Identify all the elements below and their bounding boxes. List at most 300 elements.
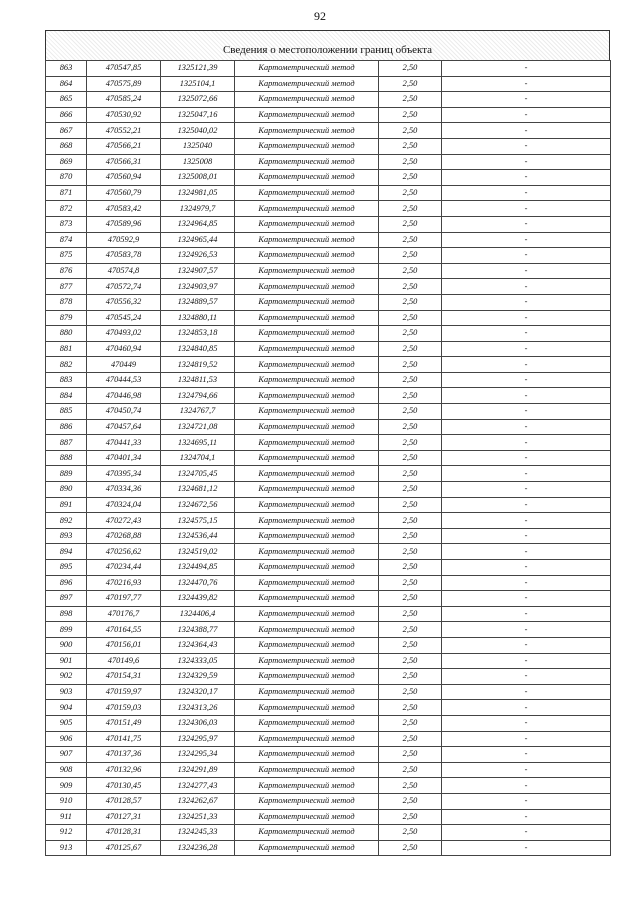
x-coordinate-cell: 470159,03 [87, 700, 161, 716]
description-cell: - [442, 466, 611, 482]
accuracy-cell: 2,50 [379, 793, 442, 809]
description-cell: - [442, 154, 611, 170]
point-number-cell: 883 [46, 372, 87, 388]
accuracy-cell: 2,50 [379, 279, 442, 295]
point-number-cell: 906 [46, 731, 87, 747]
x-coordinate-cell: 470566,21 [87, 138, 161, 154]
table-row [46, 778, 611, 794]
point-number-cell: 887 [46, 435, 87, 451]
x-coordinate-cell: 470560,94 [87, 170, 161, 186]
accuracy-cell: 2,50 [379, 248, 442, 264]
accuracy-cell: 2,50 [379, 528, 442, 544]
description-cell: - [442, 778, 611, 794]
y-coordinate-cell: 1325008,01 [161, 170, 235, 186]
y-coordinate-cell: 1324811,53 [161, 372, 235, 388]
description-cell: - [442, 372, 611, 388]
x-coordinate-cell: 470137,36 [87, 747, 161, 763]
coordinates-table-body [46, 61, 611, 856]
table-row [46, 575, 611, 591]
y-coordinate-cell: 1325040 [161, 138, 235, 154]
method-cell: Картометрический метод [235, 263, 379, 279]
x-coordinate-cell: 470449 [87, 357, 161, 373]
x-coordinate-cell: 470446,98 [87, 388, 161, 404]
description-cell: - [442, 404, 611, 420]
method-cell: Картометрический метод [235, 560, 379, 576]
x-coordinate-cell: 470127,31 [87, 809, 161, 825]
method-cell: Картометрический метод [235, 731, 379, 747]
point-number-cell: 880 [46, 326, 87, 342]
accuracy-cell: 2,50 [379, 138, 442, 154]
x-coordinate-cell: 470154,31 [87, 669, 161, 685]
point-number-cell: 907 [46, 747, 87, 763]
x-coordinate-cell: 470156,01 [87, 637, 161, 653]
x-coordinate-cell: 470530,92 [87, 107, 161, 123]
point-number-cell: 905 [46, 715, 87, 731]
point-number-cell: 867 [46, 123, 87, 139]
point-number-cell: 913 [46, 840, 87, 856]
table-row [46, 372, 611, 388]
accuracy-cell: 2,50 [379, 372, 442, 388]
method-cell: Картометрический метод [235, 528, 379, 544]
accuracy-cell: 2,50 [379, 419, 442, 435]
point-number-cell: 897 [46, 591, 87, 607]
x-coordinate-cell: 470493,02 [87, 326, 161, 342]
y-coordinate-cell: 1324903,97 [161, 279, 235, 295]
table-row [46, 294, 611, 310]
y-coordinate-cell: 1325040,02 [161, 123, 235, 139]
x-coordinate-cell: 470575,89 [87, 76, 161, 92]
x-coordinate-cell: 470457,64 [87, 419, 161, 435]
point-number-cell: 904 [46, 700, 87, 716]
accuracy-cell: 2,50 [379, 92, 442, 108]
point-number-cell: 885 [46, 404, 87, 420]
x-coordinate-cell: 470441,33 [87, 435, 161, 451]
method-cell: Картометрический метод [235, 388, 379, 404]
accuracy-cell: 2,50 [379, 669, 442, 685]
description-cell: - [442, 279, 611, 295]
table-row [46, 482, 611, 498]
point-number-cell: 902 [46, 669, 87, 685]
table-row [46, 185, 611, 201]
table-row [46, 404, 611, 420]
method-cell: Картометрический метод [235, 513, 379, 529]
accuracy-cell: 2,50 [379, 575, 442, 591]
table-row [46, 279, 611, 295]
table-row [46, 76, 611, 92]
description-cell: - [442, 123, 611, 139]
x-coordinate-cell: 470216,93 [87, 575, 161, 591]
method-cell: Картометрический метод [235, 450, 379, 466]
method-cell: Картометрический метод [235, 575, 379, 591]
point-number-cell: 876 [46, 263, 87, 279]
y-coordinate-cell: 1324965,44 [161, 232, 235, 248]
table-row [46, 606, 611, 622]
y-coordinate-cell: 1325121,39 [161, 61, 235, 77]
method-cell: Картометрический метод [235, 591, 379, 607]
point-number-cell: 878 [46, 294, 87, 310]
method-cell: Картометрический метод [235, 310, 379, 326]
point-number-cell: 896 [46, 575, 87, 591]
description-cell: - [442, 715, 611, 731]
point-number-cell: 863 [46, 61, 87, 77]
point-number-cell: 871 [46, 185, 87, 201]
method-cell: Картометрический метод [235, 419, 379, 435]
y-coordinate-cell: 1324313,26 [161, 700, 235, 716]
y-coordinate-cell: 1324251,33 [161, 809, 235, 825]
description-cell: - [442, 216, 611, 232]
x-coordinate-cell: 470128,31 [87, 825, 161, 841]
point-number-cell: 903 [46, 684, 87, 700]
table-row [46, 61, 611, 77]
method-cell: Картометрический метод [235, 357, 379, 373]
table-row [46, 170, 611, 186]
table-row [46, 310, 611, 326]
accuracy-cell: 2,50 [379, 435, 442, 451]
point-number-cell: 891 [46, 497, 87, 513]
description-cell: - [442, 731, 611, 747]
table-row [46, 637, 611, 653]
x-coordinate-cell: 470334,36 [87, 482, 161, 498]
y-coordinate-cell: 1324681,12 [161, 482, 235, 498]
accuracy-cell: 2,50 [379, 560, 442, 576]
accuracy-cell: 2,50 [379, 185, 442, 201]
table-row [46, 263, 611, 279]
table-row [46, 92, 611, 108]
method-cell: Картометрический метод [235, 372, 379, 388]
method-cell: Картометрический метод [235, 497, 379, 513]
table-row [46, 809, 611, 825]
accuracy-cell: 2,50 [379, 762, 442, 778]
method-cell: Картометрический метод [235, 669, 379, 685]
y-coordinate-cell: 1324672,56 [161, 497, 235, 513]
method-cell: Картометрический метод [235, 185, 379, 201]
y-coordinate-cell: 1325104,1 [161, 76, 235, 92]
description-cell: - [442, 388, 611, 404]
point-number-cell: 893 [46, 528, 87, 544]
point-number-cell: 899 [46, 622, 87, 638]
accuracy-cell: 2,50 [379, 825, 442, 841]
x-coordinate-cell: 470128,57 [87, 793, 161, 809]
x-coordinate-cell: 470159,97 [87, 684, 161, 700]
point-number-cell: 879 [46, 310, 87, 326]
point-number-cell: 884 [46, 388, 87, 404]
y-coordinate-cell: 1324277,43 [161, 778, 235, 794]
accuracy-cell: 2,50 [379, 107, 442, 123]
y-coordinate-cell: 1324519,02 [161, 544, 235, 560]
description-cell: - [442, 450, 611, 466]
accuracy-cell: 2,50 [379, 357, 442, 373]
accuracy-cell: 2,50 [379, 154, 442, 170]
table-row [46, 341, 611, 357]
accuracy-cell: 2,50 [379, 653, 442, 669]
point-number-cell: 912 [46, 825, 87, 841]
accuracy-cell: 2,50 [379, 809, 442, 825]
description-cell: - [442, 809, 611, 825]
description-cell: - [442, 622, 611, 638]
point-number-cell: 872 [46, 201, 87, 217]
method-cell: Картометрический метод [235, 138, 379, 154]
table-row [46, 419, 611, 435]
y-coordinate-cell: 1324840,85 [161, 341, 235, 357]
y-coordinate-cell: 1324721,08 [161, 419, 235, 435]
boundary-table-sheet [45, 30, 610, 856]
description-cell: - [442, 248, 611, 264]
x-coordinate-cell: 470197,77 [87, 591, 161, 607]
accuracy-cell: 2,50 [379, 76, 442, 92]
accuracy-cell: 2,50 [379, 840, 442, 856]
point-number-cell: 890 [46, 482, 87, 498]
y-coordinate-cell: 1324329,59 [161, 669, 235, 685]
y-coordinate-cell: 1324333,05 [161, 653, 235, 669]
description-cell: - [442, 560, 611, 576]
point-number-cell: 886 [46, 419, 87, 435]
table-title: Сведения о местоположении границ объекта [222, 44, 433, 56]
accuracy-cell: 2,50 [379, 61, 442, 77]
point-number-cell: 895 [46, 560, 87, 576]
accuracy-cell: 2,50 [379, 513, 442, 529]
method-cell: Картометрический метод [235, 653, 379, 669]
description-cell: - [442, 435, 611, 451]
y-coordinate-cell: 1324926,53 [161, 248, 235, 264]
table-row [46, 232, 611, 248]
point-number-cell: 865 [46, 92, 87, 108]
table-row [46, 326, 611, 342]
point-number-cell: 892 [46, 513, 87, 529]
point-number-cell: 874 [46, 232, 87, 248]
x-coordinate-cell: 470401,34 [87, 450, 161, 466]
description-cell: - [442, 341, 611, 357]
y-coordinate-cell: 1324406,4 [161, 606, 235, 622]
x-coordinate-cell: 470141,75 [87, 731, 161, 747]
x-coordinate-cell: 470552,21 [87, 123, 161, 139]
point-number-cell: 869 [46, 154, 87, 170]
point-number-cell: 868 [46, 138, 87, 154]
accuracy-cell: 2,50 [379, 263, 442, 279]
method-cell: Картометрический метод [235, 92, 379, 108]
description-cell: - [442, 263, 611, 279]
x-coordinate-cell: 470125,67 [87, 840, 161, 856]
point-number-cell: 901 [46, 653, 87, 669]
x-coordinate-cell: 470395,34 [87, 466, 161, 482]
accuracy-cell: 2,50 [379, 544, 442, 560]
description-cell: - [442, 170, 611, 186]
point-number-cell: 909 [46, 778, 87, 794]
method-cell: Картометрический метод [235, 404, 379, 420]
y-coordinate-cell: 1324306,03 [161, 715, 235, 731]
method-cell: Картометрический метод [235, 825, 379, 841]
y-coordinate-cell: 1324470,76 [161, 575, 235, 591]
accuracy-cell: 2,50 [379, 622, 442, 638]
accuracy-cell: 2,50 [379, 326, 442, 342]
table-row [46, 715, 611, 731]
x-coordinate-cell: 470592,9 [87, 232, 161, 248]
y-coordinate-cell: 1324964,85 [161, 216, 235, 232]
y-coordinate-cell: 1324889,57 [161, 294, 235, 310]
y-coordinate-cell: 1324695,11 [161, 435, 235, 451]
description-cell: - [442, 185, 611, 201]
table-row [46, 825, 611, 841]
table-row [46, 513, 611, 529]
description-cell: - [442, 107, 611, 123]
y-coordinate-cell: 1324262,67 [161, 793, 235, 809]
accuracy-cell: 2,50 [379, 170, 442, 186]
point-number-cell: 877 [46, 279, 87, 295]
description-cell: - [442, 591, 611, 607]
accuracy-cell: 2,50 [379, 637, 442, 653]
x-coordinate-cell: 470547,85 [87, 61, 161, 77]
y-coordinate-cell: 1324794,66 [161, 388, 235, 404]
description-cell: - [442, 747, 611, 763]
y-coordinate-cell: 1324981,05 [161, 185, 235, 201]
method-cell: Картометрический метод [235, 341, 379, 357]
point-number-cell: 910 [46, 793, 87, 809]
point-number-cell: 882 [46, 357, 87, 373]
x-coordinate-cell: 470132,96 [87, 762, 161, 778]
y-coordinate-cell: 1324291,89 [161, 762, 235, 778]
x-coordinate-cell: 470589,96 [87, 216, 161, 232]
x-coordinate-cell: 470566,31 [87, 154, 161, 170]
accuracy-cell: 2,50 [379, 201, 442, 217]
x-coordinate-cell: 470545,24 [87, 310, 161, 326]
description-cell: - [442, 357, 611, 373]
x-coordinate-cell: 470272,43 [87, 513, 161, 529]
description-cell: - [442, 201, 611, 217]
point-number-cell: 889 [46, 466, 87, 482]
description-cell: - [442, 232, 611, 248]
y-coordinate-cell: 1324704,1 [161, 450, 235, 466]
x-coordinate-cell: 470256,62 [87, 544, 161, 560]
method-cell: Картометрический метод [235, 123, 379, 139]
description-cell: - [442, 544, 611, 560]
table-row [46, 528, 611, 544]
x-coordinate-cell: 470268,88 [87, 528, 161, 544]
y-coordinate-cell: 1324536,44 [161, 528, 235, 544]
method-cell: Картометрический метод [235, 637, 379, 653]
accuracy-cell: 2,50 [379, 232, 442, 248]
y-coordinate-cell: 1324979,7 [161, 201, 235, 217]
method-cell: Картометрический метод [235, 715, 379, 731]
table-row [46, 216, 611, 232]
method-cell: Картометрический метод [235, 840, 379, 856]
method-cell: Картометрический метод [235, 435, 379, 451]
y-coordinate-cell: 1324819,52 [161, 357, 235, 373]
accuracy-cell: 2,50 [379, 216, 442, 232]
coordinates-table [45, 60, 611, 856]
table-row [46, 123, 611, 139]
table-row [46, 840, 611, 856]
accuracy-cell: 2,50 [379, 497, 442, 513]
y-coordinate-cell: 1324853,18 [161, 326, 235, 342]
description-cell: - [442, 528, 611, 544]
table-row [46, 388, 611, 404]
description-cell: - [442, 138, 611, 154]
x-coordinate-cell: 470583,78 [87, 248, 161, 264]
point-number-cell: 911 [46, 809, 87, 825]
description-cell: - [442, 482, 611, 498]
x-coordinate-cell: 470130,45 [87, 778, 161, 794]
x-coordinate-cell: 470574,8 [87, 263, 161, 279]
accuracy-cell: 2,50 [379, 404, 442, 420]
table-row [46, 450, 611, 466]
description-cell: - [442, 497, 611, 513]
accuracy-cell: 2,50 [379, 747, 442, 763]
y-coordinate-cell: 1325047,16 [161, 107, 235, 123]
x-coordinate-cell: 470460,94 [87, 341, 161, 357]
description-cell: - [442, 825, 611, 841]
x-coordinate-cell: 470560,79 [87, 185, 161, 201]
point-number-cell: 870 [46, 170, 87, 186]
table-row [46, 435, 611, 451]
table-row [46, 357, 611, 373]
method-cell: Картометрический метод [235, 482, 379, 498]
method-cell: Картометрический метод [235, 232, 379, 248]
method-cell: Картометрический метод [235, 762, 379, 778]
y-coordinate-cell: 1324320,17 [161, 684, 235, 700]
accuracy-cell: 2,50 [379, 341, 442, 357]
y-coordinate-cell: 1324295,97 [161, 731, 235, 747]
x-coordinate-cell: 470572,74 [87, 279, 161, 295]
x-coordinate-cell: 470444,53 [87, 372, 161, 388]
point-number-cell: 900 [46, 637, 87, 653]
description-cell: - [442, 294, 611, 310]
table-row [46, 201, 611, 217]
y-coordinate-cell: 1324767,7 [161, 404, 235, 420]
accuracy-cell: 2,50 [379, 715, 442, 731]
y-coordinate-cell: 1324236,28 [161, 840, 235, 856]
table-row [46, 154, 611, 170]
method-cell: Картометрический метод [235, 622, 379, 638]
y-coordinate-cell: 1324439,82 [161, 591, 235, 607]
description-cell: - [442, 669, 611, 685]
point-number-cell: 875 [46, 248, 87, 264]
accuracy-cell: 2,50 [379, 294, 442, 310]
accuracy-cell: 2,50 [379, 388, 442, 404]
description-cell: - [442, 575, 611, 591]
accuracy-cell: 2,50 [379, 700, 442, 716]
y-coordinate-cell: 1324880,11 [161, 310, 235, 326]
x-coordinate-cell: 470583,42 [87, 201, 161, 217]
accuracy-cell: 2,50 [379, 606, 442, 622]
description-cell: - [442, 310, 611, 326]
table-row [46, 138, 611, 154]
table-row [46, 466, 611, 482]
description-cell: - [442, 61, 611, 77]
x-coordinate-cell: 470556,32 [87, 294, 161, 310]
accuracy-cell: 2,50 [379, 310, 442, 326]
x-coordinate-cell: 470450,74 [87, 404, 161, 420]
method-cell: Картометрический метод [235, 61, 379, 77]
description-cell: - [442, 653, 611, 669]
method-cell: Картометрический метод [235, 606, 379, 622]
table-row [46, 762, 611, 778]
y-coordinate-cell: 1324575,15 [161, 513, 235, 529]
description-cell: - [442, 762, 611, 778]
point-number-cell: 898 [46, 606, 87, 622]
y-coordinate-cell: 1324364,43 [161, 637, 235, 653]
method-cell: Картометрический метод [235, 793, 379, 809]
point-number-cell: 888 [46, 450, 87, 466]
x-coordinate-cell: 470585,24 [87, 92, 161, 108]
point-number-cell: 881 [46, 341, 87, 357]
x-coordinate-cell: 470234,44 [87, 560, 161, 576]
method-cell: Картометрический метод [235, 279, 379, 295]
description-cell: - [442, 793, 611, 809]
description-cell: - [442, 700, 611, 716]
description-cell: - [442, 419, 611, 435]
y-coordinate-cell: 1324705,45 [161, 466, 235, 482]
method-cell: Картометрический метод [235, 747, 379, 763]
table-header [45, 30, 610, 60]
